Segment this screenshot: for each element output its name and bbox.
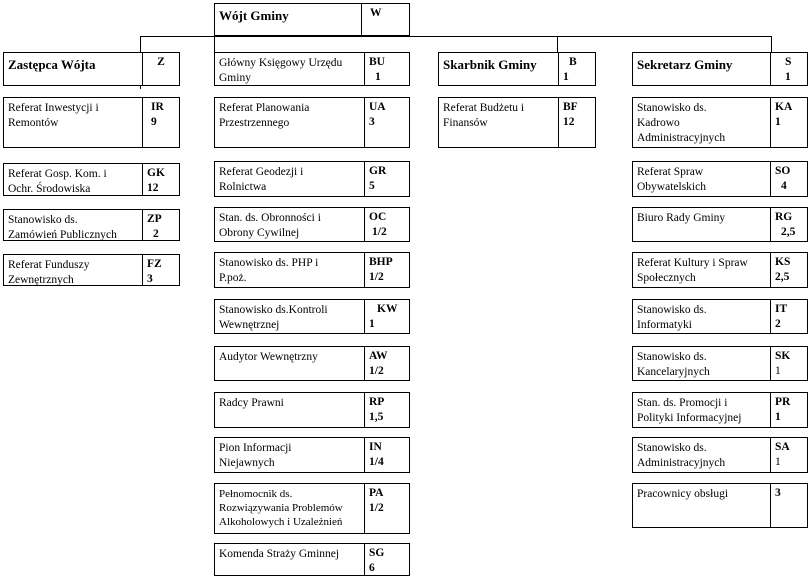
org-unit-name: Pracownicy obsługi xyxy=(633,484,771,527)
org-code-count: 5 xyxy=(369,180,375,192)
org-box-code xyxy=(559,53,595,85)
org-unit-gr xyxy=(214,161,410,197)
org-box-code xyxy=(365,53,409,85)
org-unit-in xyxy=(214,437,410,473)
org-code-symbol: W xyxy=(370,7,382,19)
org-unit-kw xyxy=(214,299,410,334)
org-unit-code xyxy=(143,210,179,240)
org-unit-code xyxy=(365,300,409,333)
org-box-name: Zastępca Wójta xyxy=(4,53,143,85)
org-unit-sk xyxy=(632,346,808,381)
org-unit-ka xyxy=(632,97,808,148)
org-unit-name: Referat Kultury i Spraw Społecznych xyxy=(633,253,771,287)
org-unit-name: Stanowisko ds. Kancelaryjnych xyxy=(633,347,771,380)
org-unit-fz xyxy=(3,254,180,286)
org-code-count: 1/2 xyxy=(372,226,387,238)
org-box-wojt xyxy=(214,3,410,36)
org-unit-code xyxy=(365,484,409,533)
org-code-symbol: OC xyxy=(369,211,387,223)
org-unit-name: Stanowisko ds. Kadrowo Administracyjnych xyxy=(633,98,771,147)
org-unit-sg xyxy=(214,543,410,576)
org-unit-name: Radcy Prawni xyxy=(215,393,365,427)
org-unit-name: Biuro Rady Gminy xyxy=(633,208,771,241)
org-unit-code xyxy=(771,98,807,147)
org-code-symbol: PR xyxy=(775,396,791,408)
org-unit-sa xyxy=(632,437,808,473)
org-box-wojt-name: Wójt Gminy xyxy=(215,4,362,35)
org-code-count: 9 xyxy=(151,116,157,128)
org-unit-it xyxy=(632,299,808,334)
org-unit-name: Stan. ds. Promocji i Polityki Informacyjnej xyxy=(633,393,771,427)
org-code-symbol: UA xyxy=(369,101,386,113)
org-unit-bf xyxy=(438,97,596,148)
org-unit-code xyxy=(365,162,409,196)
org-unit-name: Referat Gosp. Kom. i Ochr. Środowiska xyxy=(4,164,143,195)
org-code-count: 2 xyxy=(775,318,781,330)
org-code-symbol: ZP xyxy=(147,213,162,225)
org-unit-pa xyxy=(214,483,410,534)
org-code-count: 4 xyxy=(781,180,787,192)
org-code-symbol: KW xyxy=(377,303,398,315)
org-unit-zp xyxy=(3,209,180,241)
org-unit-so xyxy=(632,161,808,197)
org-code-count: 1 xyxy=(369,318,375,330)
org-unit-code xyxy=(365,438,409,472)
org-unit-name: Komenda Straży Gminnej xyxy=(215,544,365,575)
org-unit-code xyxy=(143,98,179,147)
org-code-symbol: Z xyxy=(157,56,165,68)
org-unit-gk xyxy=(3,163,180,196)
connector-drop-sekretarz xyxy=(771,36,772,52)
org-unit-code xyxy=(143,164,179,195)
org-unit-code xyxy=(365,208,409,241)
org-unit-ks xyxy=(632,252,808,288)
org-unit-code xyxy=(771,347,807,380)
org-unit-name: Stanowisko ds. Zamówień Publicznych xyxy=(4,210,143,240)
org-code-symbol: BHP xyxy=(369,256,393,268)
org-code-count: 12 xyxy=(147,182,159,194)
org-unit-name: Stanowisko ds.Kontroli Wewnętrznej xyxy=(215,300,365,333)
org-unit-rp xyxy=(214,392,410,428)
org-code-count: 3 xyxy=(369,116,375,128)
org-code-count: 1 xyxy=(785,71,791,83)
org-unit-name: Referat Planowania Przestrzennego xyxy=(215,98,365,147)
org-code-count: 1 xyxy=(775,456,781,468)
org-box-wojt-code xyxy=(362,4,409,35)
org-unit-name: Stanowisko ds. Administracyjnych xyxy=(633,438,771,472)
org-code-symbol: AW xyxy=(369,350,388,362)
org-code-count: 1 xyxy=(563,71,569,83)
org-code-count: 2,5 xyxy=(775,271,790,283)
org-code-symbol: BF xyxy=(563,101,578,113)
org-code-symbol: IT xyxy=(775,303,788,315)
org-code-symbol: FZ xyxy=(147,258,162,270)
org-code-symbol: SG xyxy=(369,547,385,559)
org-box-zastepca xyxy=(3,52,180,86)
org-code-symbol: GR xyxy=(369,165,387,177)
org-unit-name: Referat Funduszy Zewnętrznych xyxy=(4,255,143,285)
connector-drop-skarbnik xyxy=(557,36,558,52)
org-code-count: 1/4 xyxy=(369,456,384,468)
org-code-symbol: SK xyxy=(775,350,791,362)
org-code-count: 2 xyxy=(153,228,159,240)
org-unit-code xyxy=(771,393,807,427)
connector-drop-zastepca xyxy=(140,36,141,52)
org-code-symbol: IR xyxy=(151,101,164,113)
org-unit-pracownicy-obslugi xyxy=(632,483,808,528)
org-code-count: 1 xyxy=(775,411,781,423)
org-box-name: Sekretarz Gminy xyxy=(633,53,771,85)
org-unit-code xyxy=(365,347,409,380)
org-code-symbol: PA xyxy=(369,487,384,499)
org-code-symbol: GK xyxy=(147,167,165,179)
org-box-skarbnik xyxy=(438,52,596,86)
org-unit-code xyxy=(365,393,409,427)
org-box-name: Główny Księgowy Urzędu Gminy xyxy=(215,53,365,85)
org-unit-code xyxy=(771,300,807,333)
connector-drop-ksiegowy xyxy=(214,36,215,52)
org-unit-code xyxy=(559,98,595,147)
org-code-symbol: RG xyxy=(775,211,793,223)
org-unit-name: Pełnomocnik ds. Rozwiązywania Problemów Alkoholowych i Uzależnień xyxy=(215,484,365,533)
org-unit-name: Audytor Wewnętrzny xyxy=(215,347,365,380)
org-unit-code xyxy=(365,98,409,147)
org-unit-code xyxy=(771,162,807,196)
org-unit-rg xyxy=(632,207,808,242)
org-unit-name: Referat Budżetu i Finansów xyxy=(439,98,559,147)
org-code-symbol: BU xyxy=(369,56,385,68)
org-unit-code xyxy=(771,438,807,472)
org-unit-oc xyxy=(214,207,410,242)
org-unit-name: Referat Inwestycji i Remontów xyxy=(4,98,143,147)
connector-horizontal-bus xyxy=(140,36,771,37)
org-unit-bhp xyxy=(214,252,410,288)
org-unit-pr xyxy=(632,392,808,428)
org-unit-name: Stanowisko ds. Informatyki xyxy=(633,300,771,333)
org-code-symbol: KA xyxy=(775,101,793,113)
org-code-count: 1/2 xyxy=(369,271,384,283)
org-unit-ir xyxy=(3,97,180,148)
org-code-symbol: S xyxy=(785,56,792,68)
org-box-name: Skarbnik Gminy xyxy=(439,53,559,85)
org-unit-name: Referat Geodezji i Rolnictwa xyxy=(215,162,365,196)
org-unit-aw xyxy=(214,346,410,381)
org-code-count: 1 xyxy=(775,116,781,128)
org-unit-code xyxy=(771,208,807,241)
org-code-symbol: IN xyxy=(369,441,382,453)
org-unit-name: Referat Spraw Obywatelskich xyxy=(633,162,771,196)
org-unit-code xyxy=(143,255,179,285)
org-box-code xyxy=(771,53,807,85)
org-unit-name: Stanowisko ds. PHP i P.poż. xyxy=(215,253,365,287)
org-code-count: 1/2 xyxy=(369,502,384,514)
org-code-count: 1,5 xyxy=(369,411,384,423)
org-code-symbol: RP xyxy=(369,396,385,408)
org-code-count: 1 xyxy=(775,365,781,377)
org-unit-name: Pion Informacji Niejawnych xyxy=(215,438,365,472)
org-code-count: 3 xyxy=(147,273,153,285)
org-box-sekretarz xyxy=(632,52,808,86)
org-unit-code xyxy=(771,484,807,527)
org-code-symbol: B xyxy=(569,56,577,68)
org-code-count: 3 xyxy=(775,487,781,499)
org-unit-name: Stan. ds. Obronności i Obrony Cywilnej xyxy=(215,208,365,241)
org-box-glowny-ksiegowy xyxy=(214,52,410,86)
org-box-code xyxy=(143,53,179,85)
org-unit-code xyxy=(771,253,807,287)
org-code-symbol: SA xyxy=(775,441,790,453)
org-code-count: 12 xyxy=(563,116,575,128)
org-unit-code xyxy=(365,544,409,575)
org-code-symbol: KS xyxy=(775,256,791,268)
org-unit-code xyxy=(365,253,409,287)
org-code-count: 1/2 xyxy=(369,365,384,377)
org-code-count: 1 xyxy=(375,71,381,83)
org-code-symbol: SO xyxy=(775,165,791,177)
org-unit-ua xyxy=(214,97,410,148)
org-code-count: 2,5 xyxy=(781,226,796,238)
org-code-count: 6 xyxy=(369,562,375,574)
